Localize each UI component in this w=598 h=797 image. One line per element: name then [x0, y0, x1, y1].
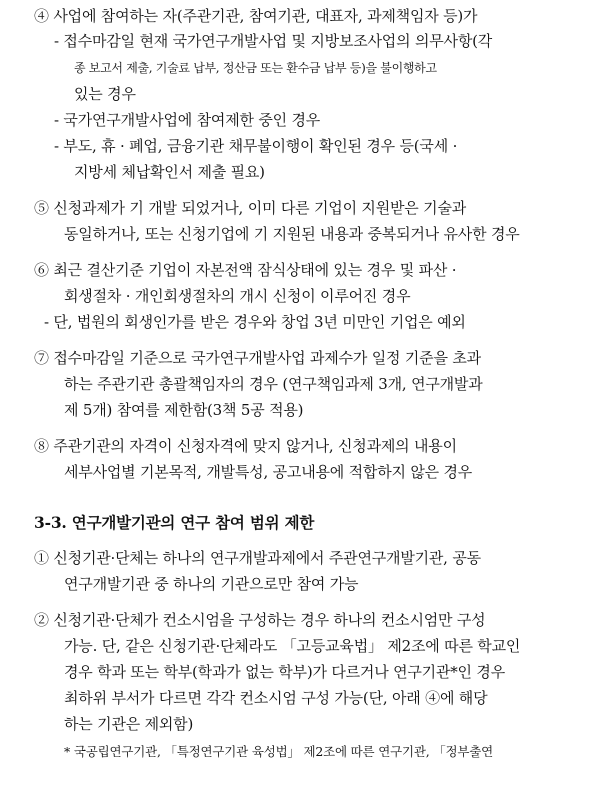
item-7-line-3: 제 5개) 참여를 제한함(3책 5공 적용) [64, 401, 304, 419]
item-2-line-2: 가능. 단, 같은 신청기관·단체라도 「고등교육법」 제2조에 따른 학교인 [64, 637, 521, 655]
item-8-line-2: 세부사업별 기본목적, 개발특성, 공고내용에 적합하지 않은 경우 [64, 463, 473, 481]
item-2-line-4: 최하위 부서가 다르면 각각 컨소시엄 구성 가능(단, 아래 ④에 해당 [64, 689, 488, 707]
item-4-sub-2: - 국가연구개발사업에 참여제한 중인 경우 [54, 111, 321, 129]
item-4-line-1: ④ 사업에 참여하는 자(주관기관, 참여기관, 대표자, 과제책임자 등)가 [34, 7, 478, 25]
item-2-line-3: 경우 학과 또는 학부(학과가 없는 학부)가 다르거나 연구기관*인 경우 [64, 663, 505, 681]
item-4-sub-3-line-1: - 부도, 휴 · 폐업, 금융기관 채무불이행이 확인된 경우 등(국세 · [54, 137, 458, 155]
item-8-line-1: ⑧ 주관기관의 자격이 신청자격에 맞지 않거나, 신청과제의 내용이 [34, 437, 457, 455]
item-5-line-1: ⑤ 신청과제가 기 개발 되었거나, 이미 다른 기업이 지원받은 기술과 [34, 199, 467, 217]
item-5-line-2: 동일하거나, 또는 신청기업에 기 지원된 내용과 중복되거나 유사한 경우 [64, 225, 520, 243]
item-6-line-2: 회생절차 · 개인회생절차의 개시 신청이 이루어진 경우 [64, 287, 411, 305]
item-4-sub-1-line-1: - 접수마감일 현재 국가연구개발사업 및 지방보조사업의 의무사항(각 [54, 32, 493, 50]
item-7-line-1: ⑦ 접수마감일 기준으로 국가연구개발사업 과제수가 일정 기준을 초과 [34, 349, 481, 367]
footnote-line: * 국공립연구기관, 「특정연구기관 육성법」 제2조에 따른 연구기관, 「정부출연 [64, 744, 494, 759]
section-heading-3-3: 3-3. 연구개발기관의 연구 참여 범위 제한 [34, 513, 315, 532]
item-4-sub-1-line-3: 있는 경우 [74, 85, 136, 103]
item-1-line-2: 연구개발기관 중 하나의 기관으로만 참여 가능 [64, 575, 359, 593]
item-2-line-5: 하는 기관은 제외함) [64, 715, 194, 733]
item-1-line-1: ① 신청기관·단체는 하나의 연구개발과제에서 주관연구개발기관, 공동 [34, 549, 481, 567]
item-4-sub-1-line-2: 종 보고서 제출, 기술료 납부, 정산금 또는 환수금 납부 등)을 불이행하고 [74, 61, 437, 75]
item-6-sub-1: - 단, 법원의 회생인가를 받은 경우와 창업 3년 미만인 기업은 예외 [44, 313, 466, 331]
item-6-line-1: ⑥ 최근 결산기준 기업이 자본전액 잠식상태에 있는 경우 및 파산 · [34, 261, 457, 279]
item-2-line-1: ② 신청기관·단체가 컨소시엄을 구성하는 경우 하나의 컨소시엄만 구성 [34, 611, 486, 629]
item-7-line-2: 하는 주관기관 총괄책임자의 경우 (연구책임과제 3개, 연구개발과 [64, 375, 483, 393]
item-4-sub-3-line-2: 지방세 체납확인서 제출 필요) [74, 163, 265, 181]
